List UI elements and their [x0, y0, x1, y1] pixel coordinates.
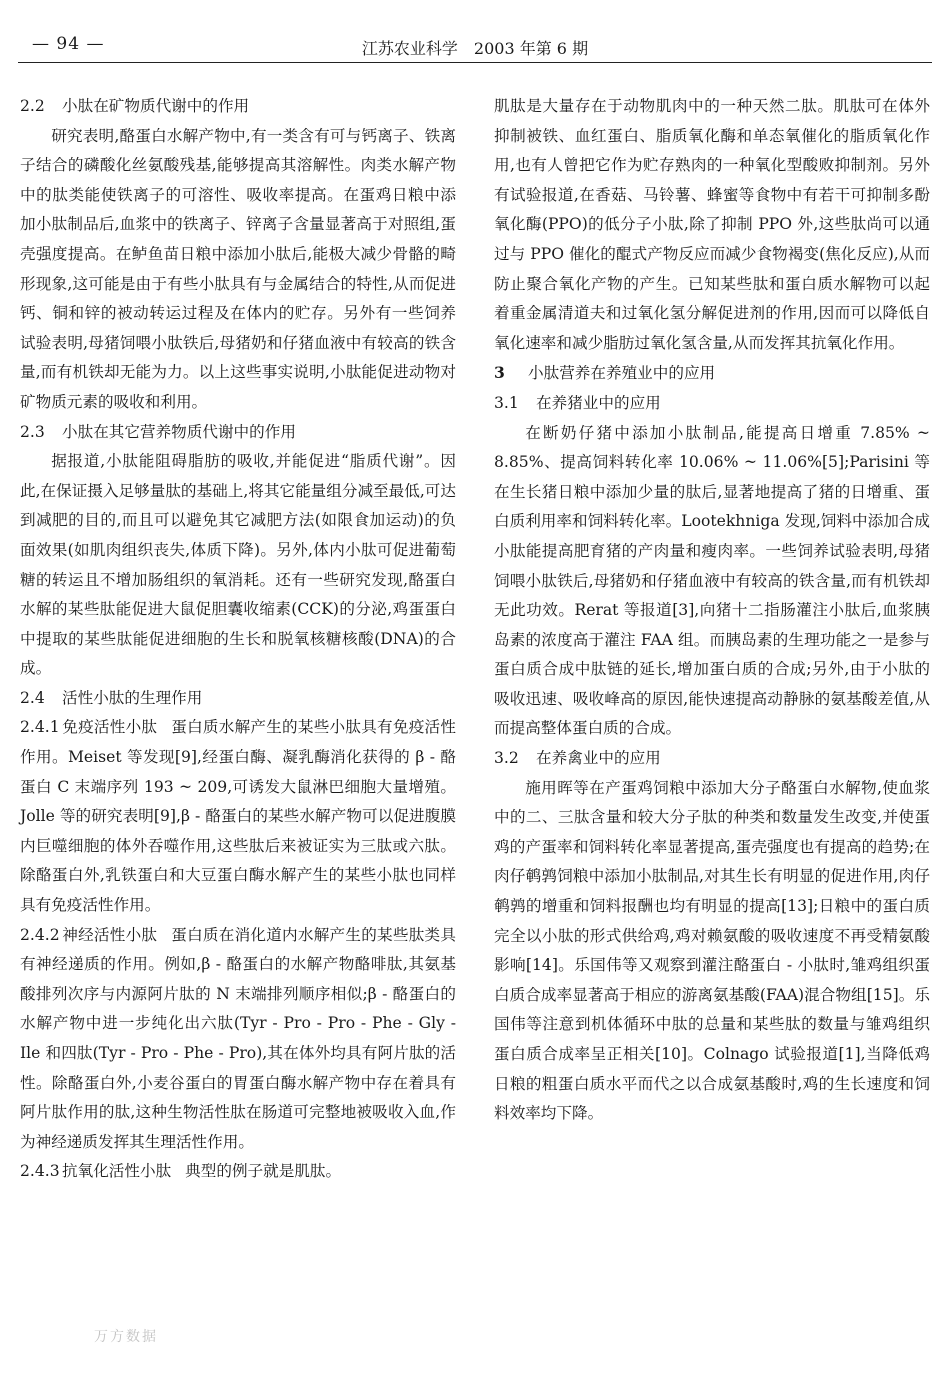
- left-column: [20, 92, 456, 1187]
- section-heading-2-2: 2.2 小肽在矿物质代谢中的作用: [20, 97, 250, 115]
- section-heading-2-3: 2.3 小肽在其它营养物质代谢中的作用: [20, 422, 296, 441]
- paragraph-2-4-2: 2.4.2 神经活性小肽 蛋白质在消化道内水解产生的某些肽类具有神经递质的作用。例如,β - 酪蛋白的水解产物酪啡肽,其氨基酸排列次序与内源阿片肽的 N 末端排列顺序相似;β - 酪蛋白的水解产物中进一步纯化出六肽(Tyr - Pro - Pro - Phe - Gly - Ile 和四肽(Tyr - Pro - Phe - Pro),其在体外均具有阿片肽的活性。除酪蛋白外,小麦谷蛋白的胃蛋白酶水解产物中存在着具有阿片肽作用的肽,这种生物活性肽在肠道可完整地被吸收入血,作为神经递质发挥其生理活性作用。: [20, 925, 456, 1151]
- paragraph-2-4-3: 2.4.3 抗氧化活性小肽 典型的例子就是肌肽。: [20, 1162, 342, 1181]
- paragraph-2-2: 研究表明,酪蛋白水解产物中,有一类含有可与钙离子、铁离子结合的磷酸化丝氨酸残基,能够提高其溶解性。肉类水解产物中的肽类能使铁离子的可溶性、吸收率提高。在蛋鸡日粮中添加小肽制品后,血浆中的铁离子、锌离子含量显著高于对照组,蛋壳强度提高。在鲈鱼苗日粮中添加小肽后,能极大减少骨骼的畸形现象,这可能是由于有些小肽具有与金属结合的特性,从而促进钙、铜和锌的被动转运过程及在体内的贮存。另外有一些饲养试验表明,母猪饲喂小肽铁后,母猪奶和仔猪血液中有较高的铁含量,而有机铁却无能为力。以上这些事实说明,小肽能促进动物对矿物质元素的吸收和利用。: [20, 126, 456, 411]
- page-header: [18, 32, 932, 63]
- paragraph-3-2: 施用晖等在产蛋鸡饲粮中添加大分子酪蛋白水解物,使血浆中的二、三肽含量和较大分子肽的种类和数量发生改变,并使蛋鸡的产蛋率和饲料转化率显著提高,蛋壳强度也有提高的趋势;在肉仔鹌鹑饲粮中添加小肽制品,对其生长有明显的促进作用,肉仔鹌鹑的增重和饲料报酬也均有明显的提高[13];日粮中的蛋白质完全以小肽的形式供给鸡,鸡对赖氨酸的吸收速度不再受精氨酸影响[14]。乐国伟等又观察到灌注酪蛋白 - 小肽时,雏鸡组织蛋白质合成率显著高于相应的游离氨基酸(FAA)混合物组[15]。乐国伟等注意到机体循环中肽的总量和某些肽的数量与雏鸡组织蛋白质合成率呈正相关[10]。Colnago 试验报道[1],当降低鸡日粮的粗蛋白质水平而代之以合成氨基酸时,鸡的生长速度和饲料效率均下降。: [494, 778, 930, 1123]
- journal-title: 江苏农业科学 2003 年第 6 期: [361, 39, 589, 58]
- section-heading-3-2: 3.2 在养禽业中的应用: [494, 749, 661, 768]
- paragraph-continued: 肌肽是大量存在于动物肌肉中的一种天然二肽。肌肽可在体外抑制被铁、血红蛋白、脂质氧化酶和单态氧催化的脂质氧化作用,也有人曾把它作为贮存熟肉的一种氧化型酸败抑制剂。另外有试验报道,在香菇、马铃薯、蜂蜜等食物中有若干可抑制多酚氧化酶(PPO)的低分子小肽,除了抑制 PPO 外,这些肽尚可以通过与 PPO 催化的醌式产物反应而减少食物褐变(焦化反应),从而防止聚合氧化产物的产生。已知某些肽和蛋白质水解物可以起着重金属清道夫和过氧化氢分解促进剂的作用,因而可以降低自氧化速率和减少脂肪过氧化氢含量,从而发挥其抗氧化作用。: [494, 97, 930, 352]
- paragraph-2-3: 据报道,小肽能阻碍脂肪的吸收,并能促进“脂质代谢”。因此,在保证摄入足够量肽的基础上,将其它能量组分减至最低,可达到减肥的目的,而且可以避免其它减肥方法(如限食加运动)的负面效果(如肌肉组织丧失,体质下降)。另外,体内小肽可促进葡萄糖的转运且不增加肠组织的氧消耗。还有一些研究发现,酪蛋白水解的某些肽能促进大鼠促胆囊收缩素(CCK)的分泌,鸡蛋蛋白中提取的某些肽能促进细胞的生长和脱氧核糖核酸(DNA)的合成。: [20, 452, 456, 678]
- paragraph-2-4-1: 2.4.1 免疫活性小肽 蛋白质水解产生的某些小肽具有免疫活性作用。Meiset 等发现[9],经蛋白酶、凝乳酶消化获得的 β - 酪蛋白 C 末端序列 193 ~ 209,可诱发大鼠淋巴细胞大量增殖。Jolle 等的研究表明[9],β - 酪蛋白的某些水解产物可以促进腹膜内巨噬细胞的体外吞噬作用,这些肽后来被证实为三肽或六肽。除酪蛋白外,乳铁蛋白和大豆蛋白酶水解产生的某些小肽也同样具有免疫活性作用。: [20, 718, 456, 915]
- paragraph-3-1: 在断奶仔猪中添加小肽制品,能提高日增重 7.85% ~ 8.85%、提高饲料转化率 10.06% ~ 11.06%[5];Parisini 等在生长猪日粮中添加少量的肽后,显著地提高了猪的日增重、蛋白质利用率和饲料转化率。Lootekhniga 发现,饲料中添加合成小肽能提高肥育猪的产肉量和瘦肉率。一些饲养试验表明,母猪饲喂小肽铁后,母猪奶和仔猪血液中有较高的铁含量,而有机铁却无此功效。Rerat 等报道[3],向猪十二指肠灌注小肽后,血浆胰岛素的浓度高于灌注 FAA 组。而胰岛素的生理功能之一是参与蛋白质合成中肽链的延长,增加蛋白质的合成;另外,由于小肽的吸收迅速、吸收峰高的原因,能快速提高动静脉的氨基酸差值,从而提高整体蛋白质的合成。: [494, 423, 930, 738]
- right-column: [494, 92, 930, 1129]
- watermark: 万方数据: [94, 1329, 158, 1345]
- section-heading-3: 3 小肽营养在养殖业中的应用: [494, 363, 716, 383]
- section-heading-3-1: 3.1 在养猪业中的应用: [494, 393, 661, 412]
- page-number: — 94 —: [32, 34, 105, 54]
- section-heading-2-4: 2.4 活性小肽的生理作用: [20, 688, 203, 707]
